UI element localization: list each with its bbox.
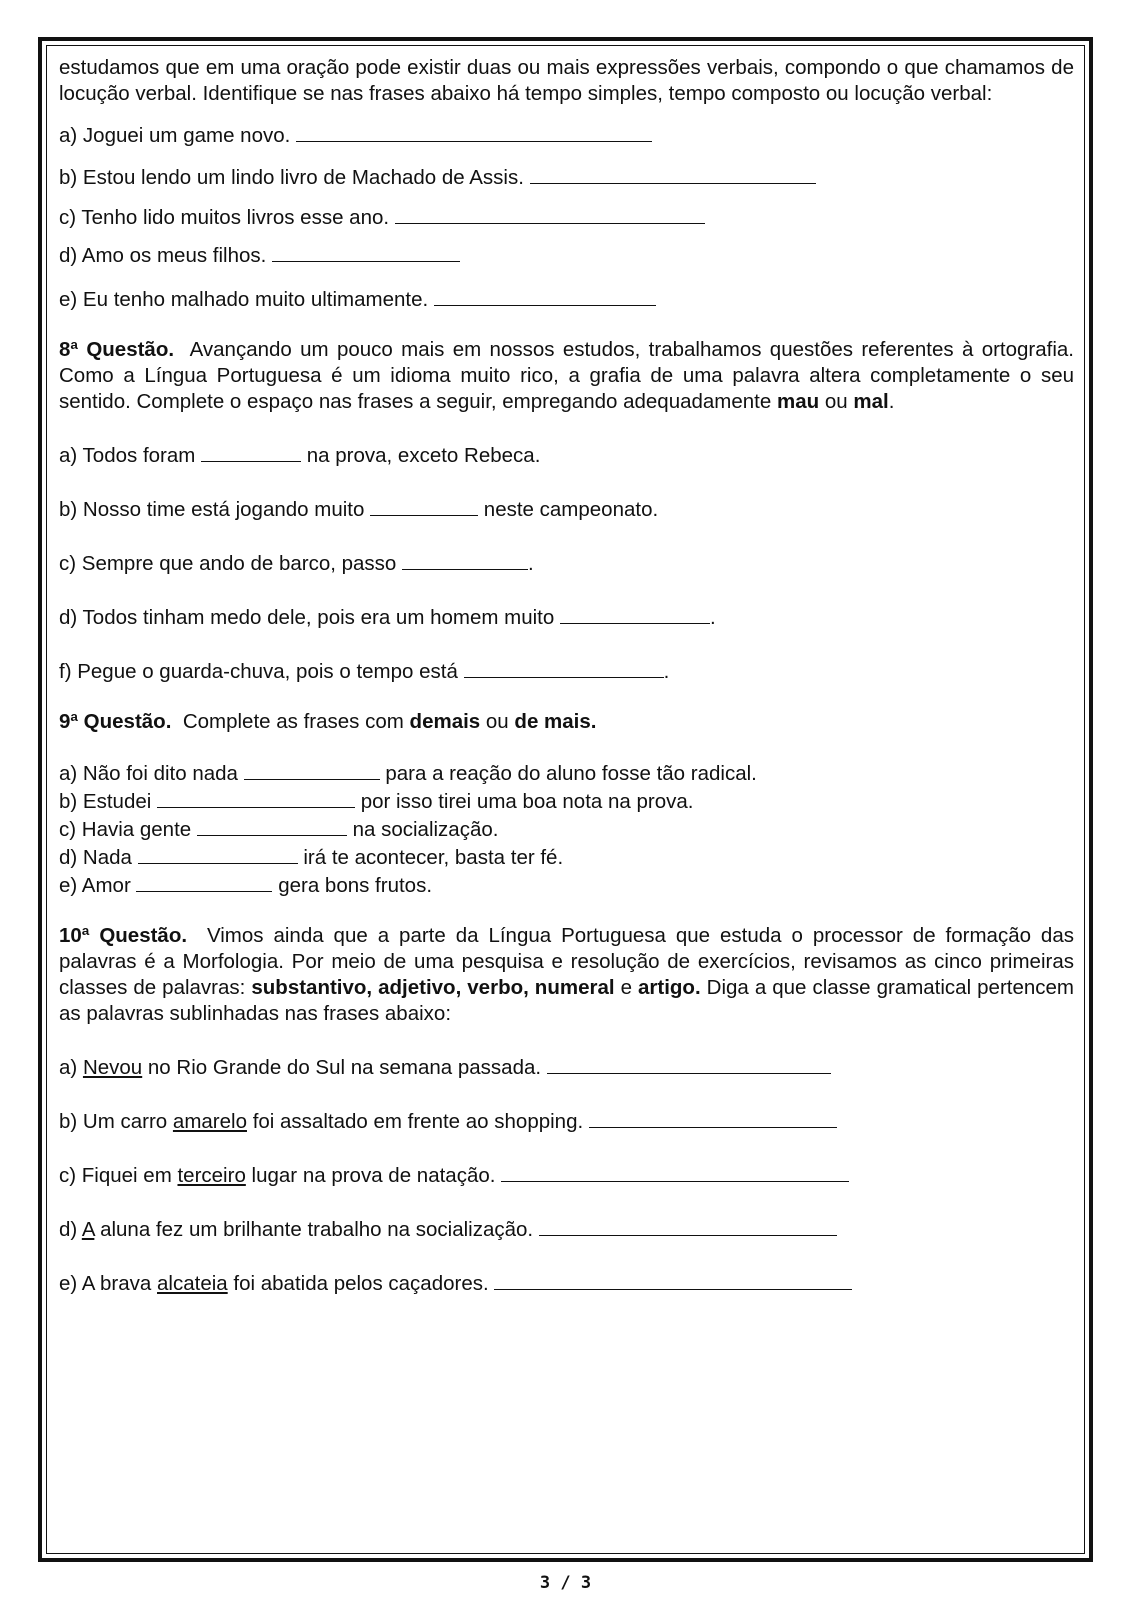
answer-blank[interactable] [434,285,656,306]
q8-word-mal: mal [853,390,889,413]
answer-blank[interactable] [370,495,478,516]
answer-blank[interactable] [464,657,664,678]
q7-item-a [59,121,1074,149]
q10-classes: substantivo, adjetivo, verbo, numeral [251,976,615,999]
q10-item-d-rest: aluna fez um brilhante trabalho na socialização. [100,1218,534,1241]
q10-item-b-rest: foi assaltado em frente ao shopping. [252,1110,584,1133]
q9-item-c-before: c) Havia gente [59,818,192,841]
q9-conj: ou [485,710,509,733]
answer-blank[interactable] [296,121,652,142]
q10-text-end: Diga a que classe gramatical pertencem as palavras sublinhadas nas frases abaixo: [59,976,1074,1025]
q7-item-b-text: b) Estou lendo um lindo livro de Machado de Assis. [59,166,524,189]
q7-intro: estudamos que em uma oração pode existir duas ou mais expressões verbais, compondo o que chamamos de locução verbal. Identifique se nas frases abaixo há tempo simples, tempo composto ou locução verbal: [59,56,1074,105]
q9-word-de-mais: de mais. [514,710,597,733]
q7-item-e-text: e) Eu tenho malhado muito ultimamente. [59,288,429,311]
underlined-word: Nevou [82,1056,143,1079]
q8-item-a-after: na prova, exceto Rebeca. [306,444,541,467]
q9-statement [59,709,1074,735]
answer-blank[interactable] [197,815,347,836]
q8-item-d-before: d) Todos tinham medo dele, pois era um homem muito [59,606,555,629]
q10-item-b-prefix: b) Um carro [59,1110,168,1133]
q10-item-c-rest: lugar na prova de natação. [251,1164,496,1187]
q10-title: 10ª Questão. [59,924,188,947]
q8-item-d [59,603,1074,631]
q8-item-f-before: f) Pegue o guarda-chuva, pois o tempo está [59,660,458,683]
q9-item-d-after: irá te acontecer, basta ter fé. [303,846,564,869]
q10-item-a-prefix: a) [59,1056,78,1079]
q9-item-e-after: gera bons frutos. [278,874,433,897]
q8-conj: ou [824,390,848,413]
answer-blank[interactable] [494,1269,852,1290]
q9-title: 9ª Questão. [59,710,172,733]
q10-item-a [59,1053,1074,1081]
q9-text: Complete as frases com [182,710,404,733]
answer-blank[interactable] [138,843,298,864]
q9-item-d-before: d) Nada [59,846,132,869]
answer-blank[interactable] [395,203,705,224]
q8-item-b [59,495,1074,523]
answer-blank[interactable] [201,441,301,462]
answer-blank[interactable] [244,759,380,780]
underlined-word: terceiro [177,1164,246,1187]
q9-item-b-after: por isso tirei uma boa nota na prova. [360,790,694,813]
q10-item-e [59,1269,1074,1297]
page-number: 3 / 3 [539,1573,592,1593]
q7-item-c [59,203,1074,231]
q9-item-c [59,815,1074,843]
q8-item-b-before: b) Nosso time está jogando muito [59,498,365,521]
q8-item-f [59,657,1074,685]
q8-text: Avançando um pouco mais em nossos estudos, trabalhamos questões referentes à ortografia. Como a Língua Portuguesa é um idioma muito rico, a grafia de uma palavra altera completamente o seu sentido. Complete o espaço nas frases a seguir, empregando adequadamente [59,338,1075,413]
underlined-word: A [81,1218,95,1241]
underlined-word: alcateia [157,1272,228,1295]
q10-last-class: artigo. [638,976,701,999]
q10-statement [59,923,1074,1027]
answer-blank[interactable] [539,1215,837,1236]
answer-blank[interactable] [136,871,272,892]
q10-text: Vimos ainda que a parte da Língua Portuguesa que estuda o processor de formação das palavras é a Morfologia. Por meio de uma pesquisa e resolução de exercícios, revisamos as cinco primeiras classes de palavras: [59,924,1074,999]
q8-statement [59,337,1074,415]
worksheet-content [59,55,1074,1297]
q8-item-c-before: c) Sempre que ando de barco, passo [59,552,397,575]
q10-item-e-prefix: e) A brava [59,1272,152,1295]
q8-item-c-after: . [528,552,534,575]
q9-item-e [59,871,1074,899]
q10-item-c-prefix: c) Fiquei em [59,1164,172,1187]
answer-blank[interactable] [501,1161,849,1182]
q10-item-e-rest: foi abatida pelos caçadores. [233,1272,489,1295]
q9-item-a-before: a) Não foi dito nada [59,762,238,785]
q10-item-d [59,1215,1074,1243]
underlined-word: amarelo [172,1110,247,1133]
q8-item-b-after: neste campeonato. [483,498,659,521]
q10-item-a-rest: no Rio Grande do Sul na semana passada. [147,1056,542,1079]
q7-item-d [59,241,1074,269]
answer-blank[interactable] [589,1107,837,1128]
q9-item-a [59,759,1074,787]
q7-item-a-text: a) Joguei um game novo. [59,124,291,147]
q10-item-c [59,1161,1074,1189]
q8-item-c [59,549,1074,577]
q10-item-d-prefix: d) [59,1218,78,1241]
q9-word-demais: demais [409,710,481,733]
answer-blank[interactable] [530,163,816,184]
q10-conj: e [620,976,632,999]
q9-item-b-before: b) Estudei [59,790,152,813]
q8-end: . [888,390,895,413]
q8-title: 8ª Questão. [59,338,175,361]
q9-item-d [59,843,1074,871]
q8-item-d-after: . [710,606,716,629]
answer-blank[interactable] [402,549,528,570]
q8-word-mau: mau [776,390,820,413]
answer-blank[interactable] [560,603,710,624]
q9-item-e-before: e) Amor [59,874,131,897]
q7-item-e [59,285,1074,313]
answer-blank[interactable] [272,241,460,262]
answer-blank[interactable] [547,1053,831,1074]
q8-item-a-before: a) Todos foram [59,444,196,467]
q9-item-b [59,787,1074,815]
q7-item-b [59,163,1074,191]
q7-item-c-text: c) Tenho lido muitos livros esse ano. [59,206,390,229]
q8-item-f-after: . [663,660,670,683]
q9-item-a-after: para a reação do aluno fosse tão radical. [385,762,757,785]
q9-item-c-after: na socialização. [352,818,499,841]
q8-item-a [59,441,1074,469]
q10-item-b [59,1107,1074,1135]
answer-blank[interactable] [157,787,355,808]
q7-item-d-text: d) Amo os meus filhos. [59,244,267,267]
